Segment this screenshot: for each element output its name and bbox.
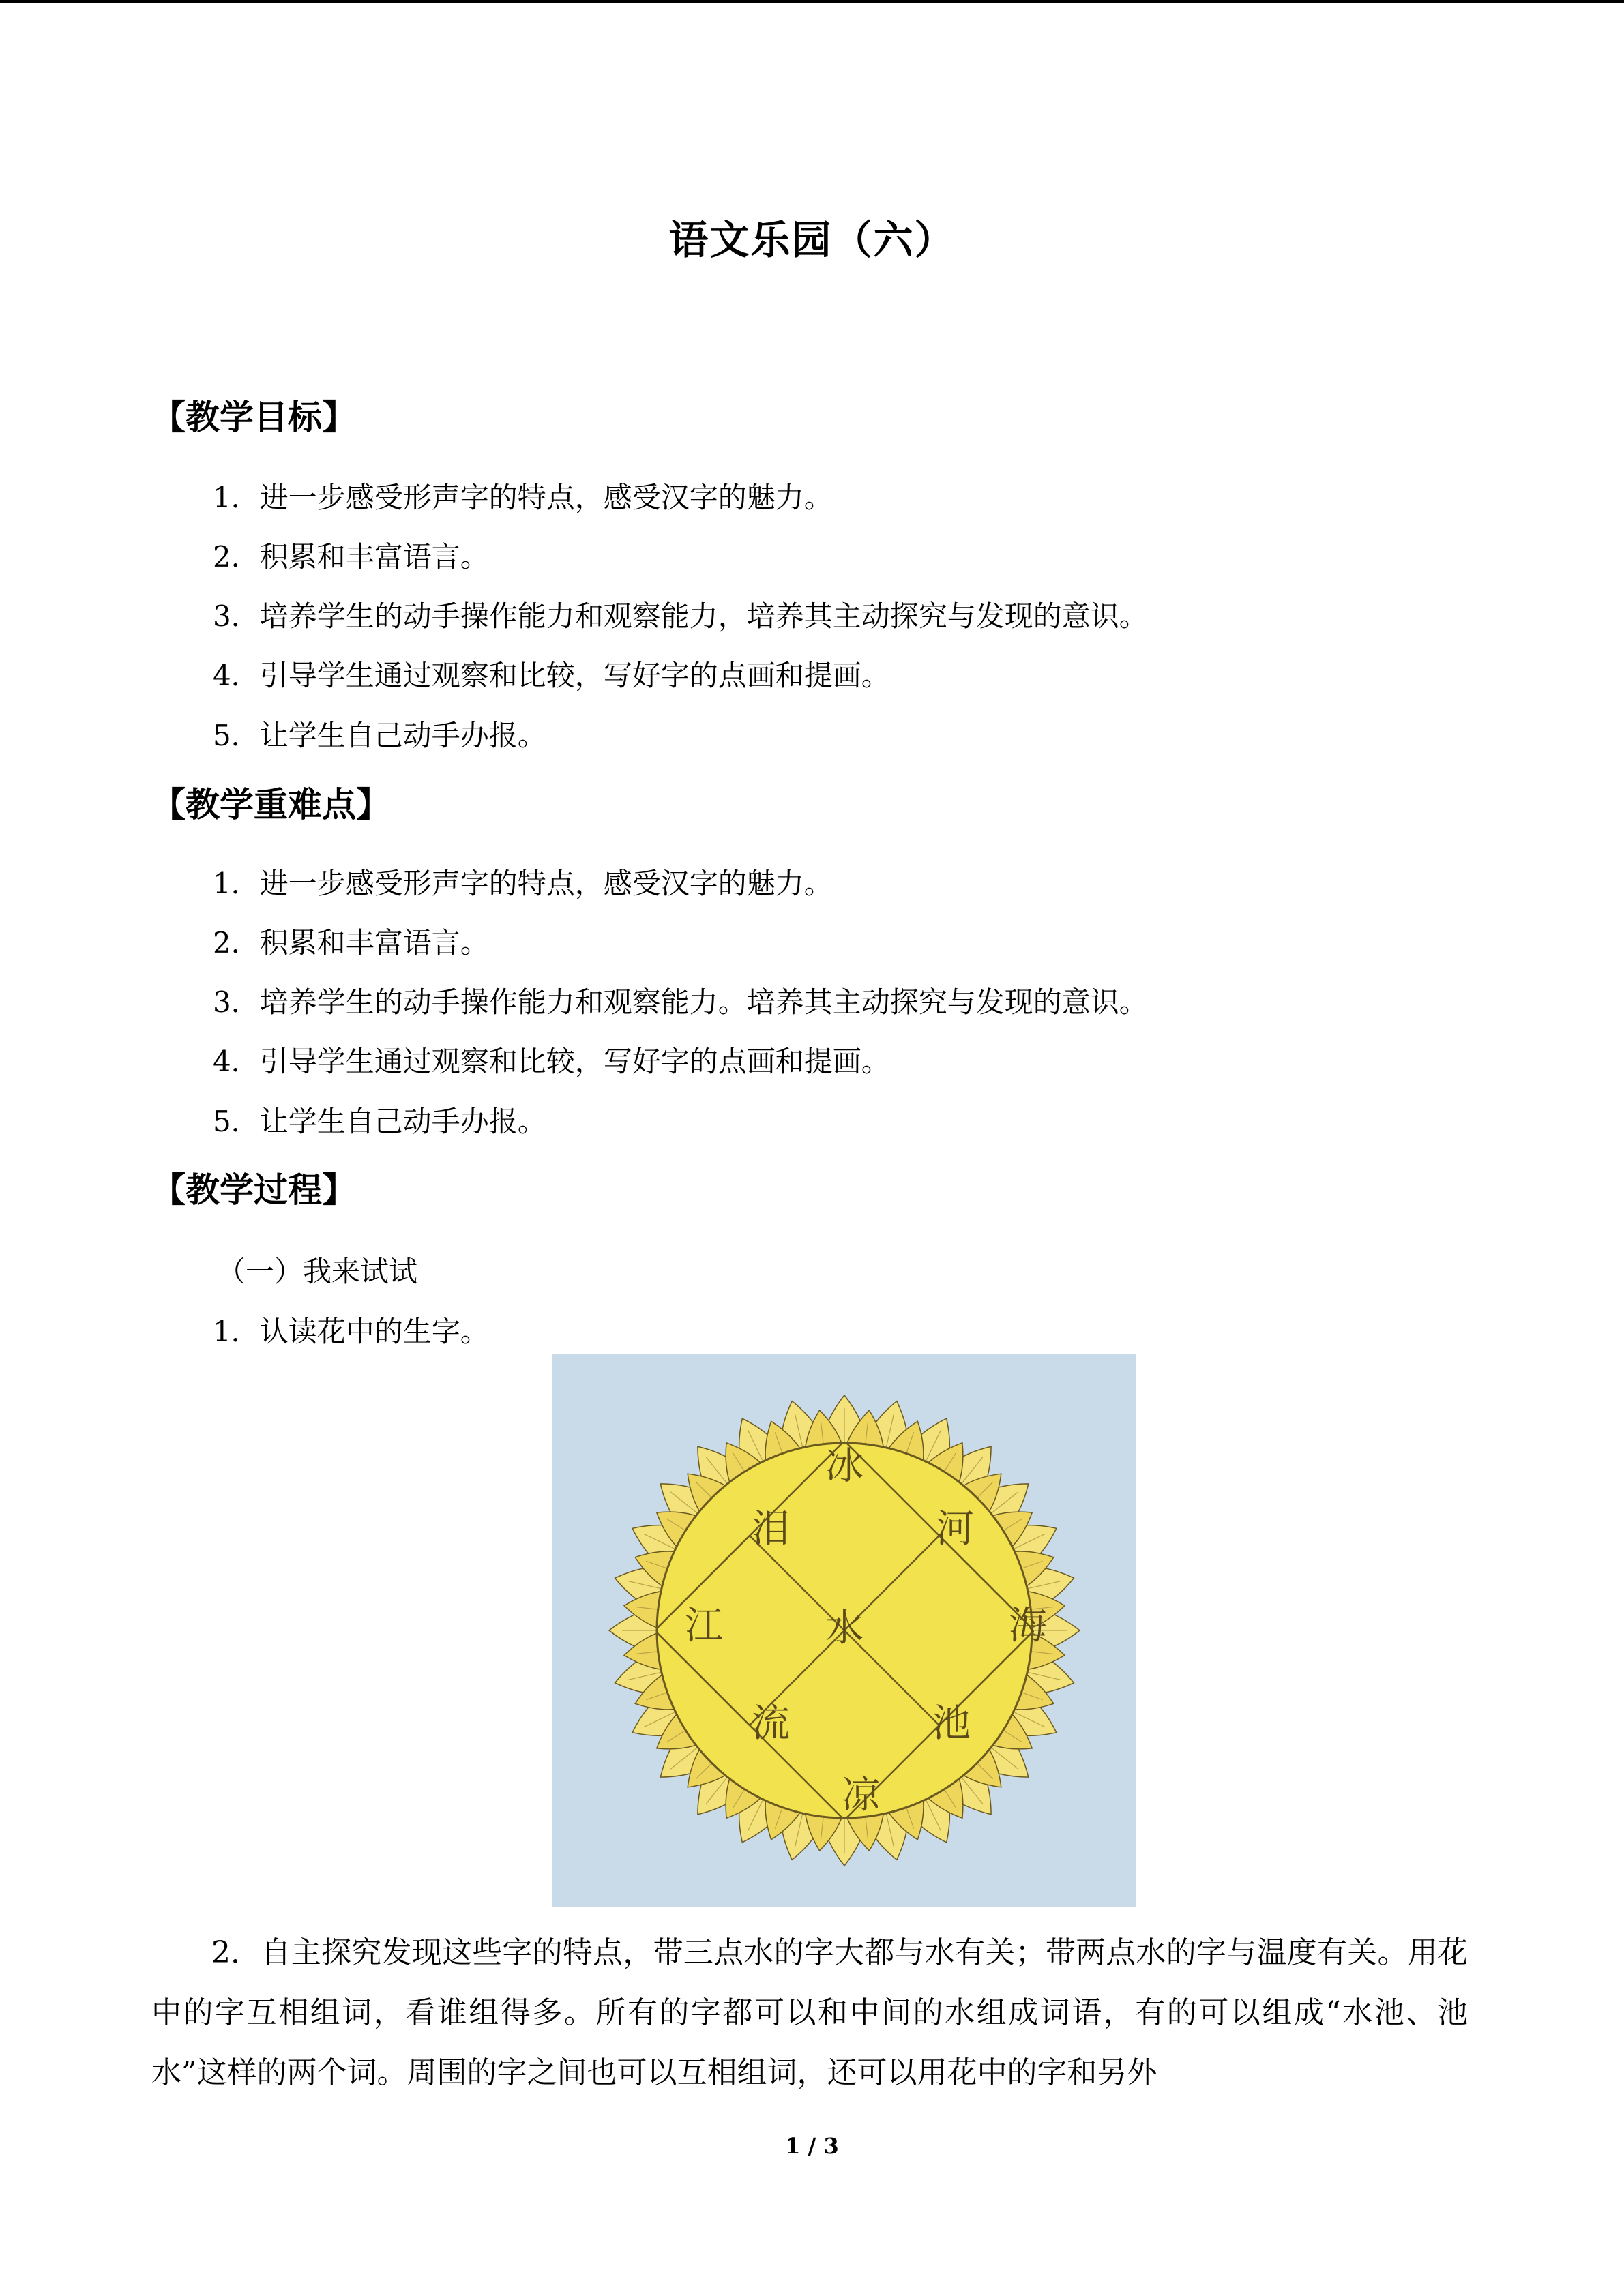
flower-char-center: 水	[825, 1606, 863, 1650]
process-step-2: 2．自主探究发现这些字的特点，带三点水的字大都与水有关；带两点水的字与温度有关。用花中的字互相组词，看谁组得多。所有的字都可以和中间的水组成词语，有的可以组成“水池、池水”这样的两个词。周围的字之间也可以互相组词，还可以用花中的字和另外	[151, 1935, 1468, 2090]
key-point-item-2: 2．积累和丰富语言。	[213, 926, 489, 959]
key-point-item-1: 1．进一步感受形声字的特点，感受汉字的魅力。	[213, 867, 833, 900]
flower-char-lower-right: 池	[932, 1701, 971, 1746]
flower-char-upper-left: 泪	[752, 1507, 790, 1551]
page-title: 语文乐园（六）	[668, 217, 956, 263]
goal-item-3: 3．培养学生的动手操作能力和观察能力，培养其主动探究与发现的意识。	[213, 599, 1148, 633]
flower-char-upper-right: 河	[936, 1507, 974, 1551]
process-heading: 【教学过程】	[151, 1169, 356, 1210]
top-rule	[0, 0, 1624, 3]
goals-heading: 【教学目标】	[151, 397, 356, 437]
flower-char-top: 冰	[825, 1444, 863, 1489]
flower-char-right: 海	[1009, 1604, 1047, 1648]
goal-item-5: 5．让学生自己动手办报。	[213, 719, 546, 752]
goal-item-1: 1．进一步感受形声字的特点，感受汉字的魅力。	[213, 481, 833, 514]
process-subheading: （一）我来试试	[217, 1255, 418, 1288]
flower-char-left: 江	[685, 1604, 723, 1648]
goal-item-4: 4．引导学生通过观察和比较，写好字的点画和提画。	[213, 659, 890, 692]
flower-char-lower-left: 流	[752, 1701, 790, 1746]
key-point-item-3: 3．培养学生的动手操作能力和观察能力。培养其主动探究与发现的意识。	[213, 985, 1148, 1019]
key-points-heading: 【教学重难点】	[151, 784, 390, 824]
goal-item-2: 2．积累和丰富语言。	[213, 540, 489, 573]
flower-char-bottom: 凉	[842, 1773, 880, 1817]
key-point-item-5: 5．让学生自己动手办报。	[213, 1105, 546, 1138]
key-point-item-4: 4．引导学生通过观察和比较，写好字的点画和提画。	[213, 1045, 890, 1078]
process-step-1: 1．认读花中的生字。	[213, 1315, 489, 1348]
page-number: 1 / 3	[785, 2133, 839, 2159]
flower-figure	[552, 1354, 1136, 1907]
